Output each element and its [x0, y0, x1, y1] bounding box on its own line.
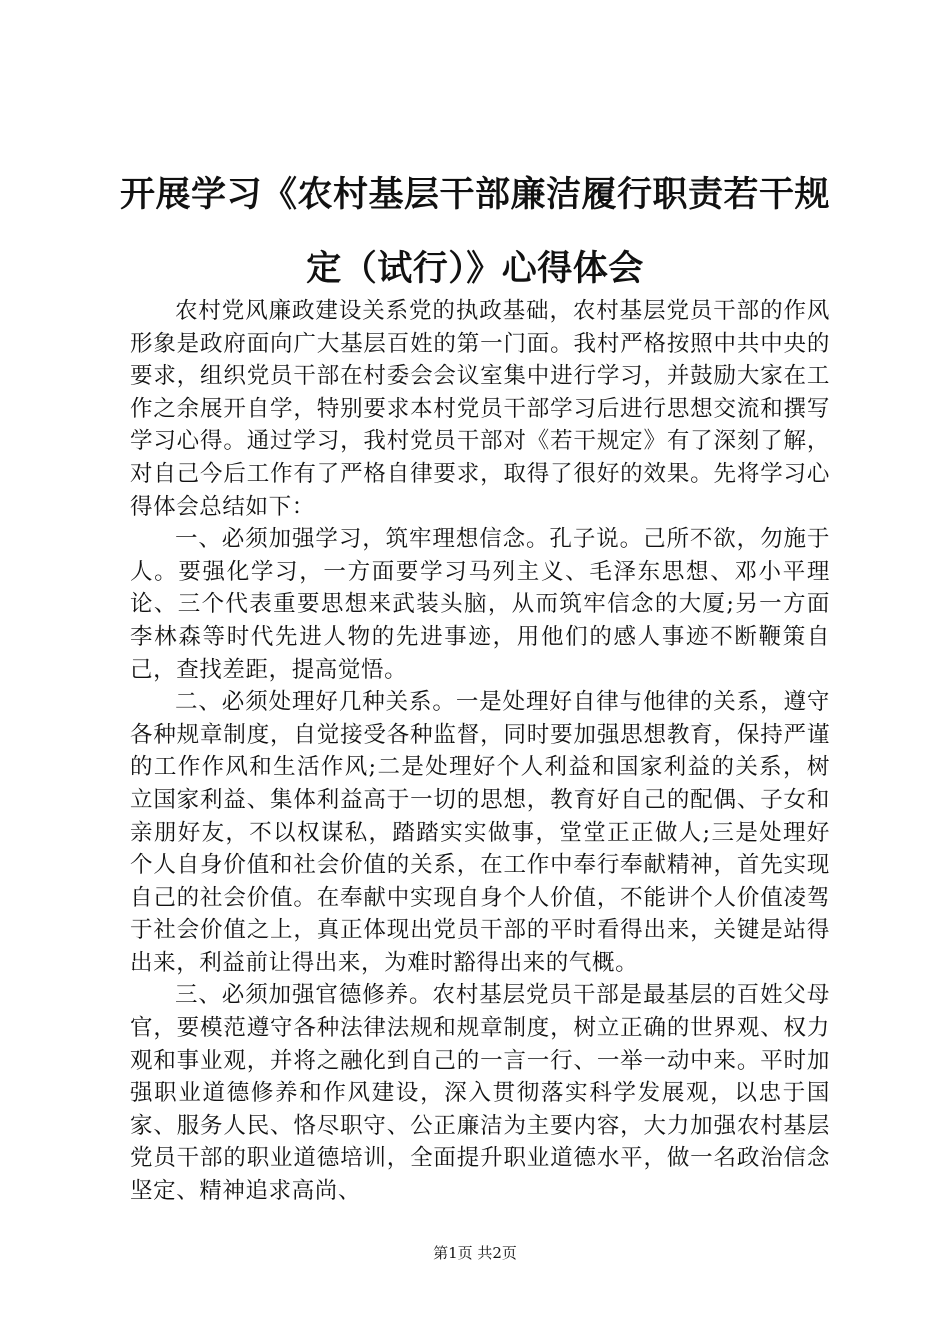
document-body [130, 295, 830, 1208]
paragraph-intro: 农村党风廉政建设关系党的执政基础，农村基层党员干部的作风形象是政府面向广大基层百姓的第一门面。我村严格按照中共中央的要求，组织党员干部在村委会会议室集中进行学习，并鼓励大家在工作之余展开自学，特别要求本村党员干部学习后进行思想交流和撰写学习心得。通过学习，我村党员干部对《若干规定》有了深刻了解，对自己今后工作有了严格自律要求，取得了很好的效果。先将学习心得体会总结如下： [130, 298, 830, 520]
page-footer: 第1页 共2页 [433, 1244, 517, 1262]
paragraph-section-1: 一、必须加强学习，筑牢理想信念。孔子说。己所不欲，勿施于人。要强化学习，一方面要学习马列主义、毛泽东思想、邓小平理论、三个代表重要思想来武装头脑，从而筑牢信念的大厦;另一方面李林森等时代先进人物的先进事迹，用他们的感人事迹不断鞭策自己，查找差距，提高觉悟。 [130, 526, 830, 683]
document-title: 开展学习《农村基层干部廉洁履行职责若干规定（试行）》心得体会 [119, 175, 830, 289]
paragraph-section-2: 二、必须处理好几种关系。一是处理好自律与他律的关系，遵守各种规章制度，自觉接受各种监督，同时要加强思想教育，保持严谨的工作作风和生活作风;二是处理好个人利益和国家利益的关系，树立国家利益、集体利益高于一切的思想，教育好自己的配偶、子女和亲朋好友，不以权谋私，踏踏实实做事，堂堂正正做人;三是处理好个人自身价值和社会价值的关系，在工作中奉行奉献精神，首先实现自己的社会价值。在奉献中实现自身个人价值，不能讲个人价值凌驾于社会价值之上，真正体现出党员干部的平时看得出来，关键是站得出来，利益前让得出来，为难时豁得出来的气概。 [130, 689, 830, 976]
paragraph-section-3: 三、必须加强官德修养。农村基层党员干部是最基层的百姓父母官，要模范遵守各种法律法规和规章制度，树立正确的世界观、权力观和事业观，并将之融化到自己的一言一行、一举一动中来。平时加强职业道德修养和作风建设，深入贯彻落实科学发展观，以忠于国家、服务人民、恪尽职守、公正廉洁为主要内容，大力加强农村基层党员干部的职业道德培训，全面提升职业道德水平，做一名政治信念坚定、精神追求高尚、 [130, 982, 830, 1205]
